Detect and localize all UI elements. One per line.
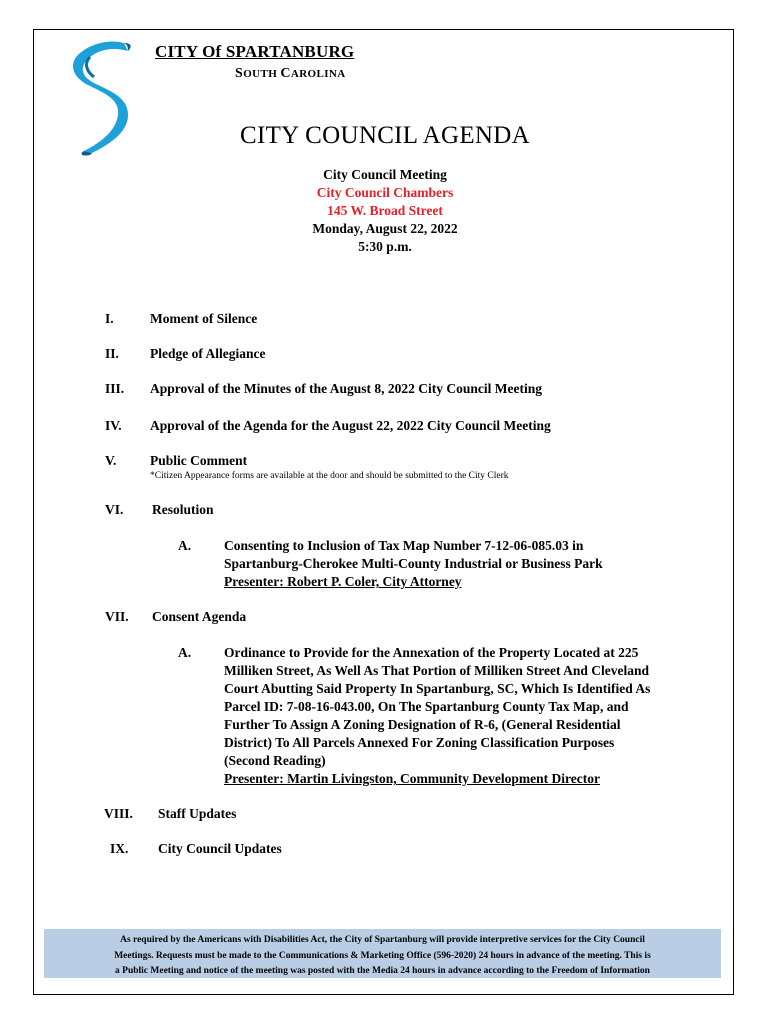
agenda-item-staff-updates: Staff Updates	[158, 806, 237, 821]
sub-item-line: Spartanburg-Cherokee Multi-County Industrial or Business Park	[224, 556, 603, 571]
state-name	[235, 66, 346, 82]
item-number: II.	[105, 346, 119, 361]
sub-item-line: District) To All Parcels Annexed For Zoning Classification Purposes	[224, 735, 615, 750]
state-initial-c: C	[280, 66, 291, 81]
sub-item-line: (Second Reading)	[224, 753, 326, 768]
ada-notice	[44, 929, 721, 978]
agenda-item-consent-agenda: Consent Agenda	[152, 609, 247, 624]
agenda-item-pledge: Pledge of Allegiance	[150, 346, 266, 361]
presenter-line: Presenter: Martin Livingston, Community Development Director	[224, 771, 600, 786]
state-rest-b: AROLINA	[290, 68, 346, 80]
item-number: IV.	[105, 418, 122, 433]
agenda-item-agenda-approval: Approval of the Agenda for the August 22, 2022 City Council Meeting	[150, 418, 551, 433]
ada-notice-line: As required by the Americans with Disabilities Act, the City of Spartanburg will provide interpretive services for the City Council	[120, 935, 645, 945]
agenda-item-minutes-approval: Approval of the Minutes of the August 8, 2022 City Council Meeting	[150, 381, 543, 396]
consent-sub-item	[224, 644, 650, 788]
state-rest-a: OUTH	[243, 68, 281, 80]
sub-item-letter: A.	[178, 538, 192, 553]
sub-item-letter: A.	[178, 645, 192, 660]
ada-notice-line: Meetings. Requests must be made to the Communications & Marketing Office (596-2020) 24 hours in advance of the meeting. This is	[114, 950, 651, 961]
public-comment-note: *Citizen Appearance forms are available at the door and should be submitted to the City Clerk	[150, 471, 509, 481]
sub-item-line: Milliken Street, As Well As That Portion of Milliken Street And Cleveland	[224, 663, 650, 678]
item-number: I.	[105, 311, 114, 326]
sub-item-line: Court Abutting Said Property In Spartanburg, SC, Which Is Identified As	[224, 681, 651, 696]
item-number: VII.	[105, 609, 129, 624]
sub-item-line: Ordinance to Provide for the Annexation of the Property Located at 225	[224, 645, 639, 660]
item-number: V.	[105, 453, 117, 468]
state-initial-s: S	[235, 66, 244, 81]
item-number: III.	[105, 381, 125, 396]
agenda-item-moment-of-silence: Moment of Silence	[150, 311, 258, 326]
resolution-sub-item	[224, 537, 603, 591]
city-name: CITY Of SPARTANBURG	[155, 42, 355, 61]
meeting-type: City Council Meeting	[323, 167, 447, 182]
item-number: VI.	[105, 502, 124, 517]
agenda-item-council-updates: City Council Updates	[158, 841, 282, 856]
item-number: IX.	[110, 841, 129, 856]
meeting-address: 145 W. Broad Street	[327, 203, 443, 218]
presenter-line: Presenter: Robert P. Coler, City Attorney	[224, 574, 462, 589]
meeting-date: Monday, August 22, 2022	[312, 221, 458, 236]
meeting-info	[0, 166, 770, 256]
ada-notice-line: a Public Meeting and notice of the meeting was posted with the Media 24 hours in advance according to the Freedom of Information	[115, 966, 650, 976]
item-number: VIII.	[104, 806, 133, 821]
sub-item-line: Further To Assign A Zoning Designation of R-6, (General Residential	[224, 717, 621, 732]
logo-ribbon-shadow	[87, 57, 94, 77]
agenda-item-resolution: Resolution	[152, 502, 214, 517]
sub-item-line: Consenting to Inclusion of Tax Map Number 7-12-06-085.03 in	[224, 538, 584, 553]
sub-item-line: Parcel ID: 7-08-16-043.00, On The Spartanburg County Tax Map, and	[224, 699, 629, 714]
meeting-time: 5:30 p.m.	[358, 239, 412, 254]
agenda-item-public-comment: Public Comment	[150, 453, 248, 468]
meeting-location: City Council Chambers	[316, 185, 454, 200]
page-title: CITY COUNCIL AGENDA	[240, 122, 530, 149]
